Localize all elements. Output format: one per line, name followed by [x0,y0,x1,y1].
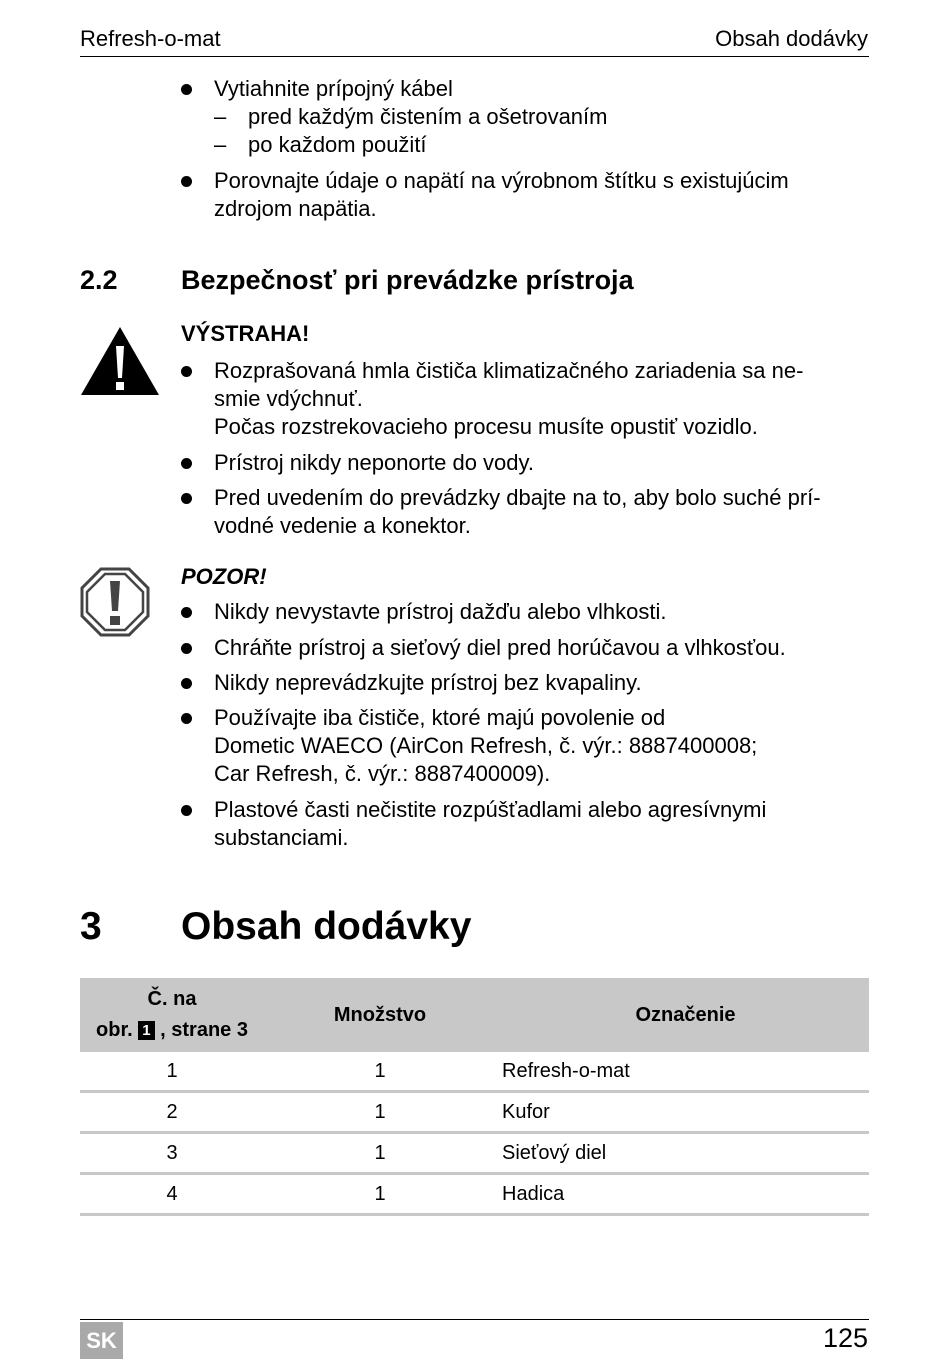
bullet-text: substanciami. [214,825,349,850]
running-header-right: Obsah dodávky [715,26,868,51]
table-cell: 1 [264,1052,496,1092]
bullet-text: Porovnajte údaje o napätí na výrobnom štítku s existujúcim [214,168,789,193]
dash-item: – po každom použití [214,131,861,159]
running-header-left: Refresh-o-mat [80,26,221,51]
bullet-dot [181,176,192,187]
caution-heading: POZOR! [181,564,267,589]
bullet-item [181,484,861,540]
table-cell: 4 [80,1174,264,1215]
bullet-dot [181,84,192,95]
table-row [80,1092,869,1133]
bullet-text: Plastové časti nečistite rozpúšťadlami alebo agresívnymi [214,797,767,822]
bullet-text: smie vdýchnuť. [214,386,363,411]
footer-rule [80,1319,869,1320]
bullet-dot [181,607,192,618]
bullet-item [181,75,861,159]
dash-item: – pred každým čistením a ošetrovaním [214,103,861,131]
bullet-text: Dometic WAECO (AirCon Refresh, č. výr.: 8887400008; [214,733,758,758]
bullet-item [181,796,861,852]
column-header-quantity: Množstvo [264,978,496,1052]
header-text: , strane 3 [160,1019,248,1041]
figure-reference-badge: 1 [138,1021,154,1040]
warning-triangle-icon [80,326,160,396]
bullet-text: Rozprašovaná hmla čističa klimatizačného zariadenia sa ne- [214,358,804,383]
caution-octagon-icon [80,567,150,637]
section-title: Bezpečnosť pri prevádzke prístroja [181,265,634,295]
bullet-text: Nikdy nevystavte prístroj dažďu alebo vlhkosti. [214,599,667,624]
chapter-title: Obsah dodávky [181,905,472,948]
table-cell: Kufor [496,1092,869,1133]
bullet-dot [181,643,192,654]
bullet-text: Vytiahnite prípojný kábel [214,76,453,101]
table-row [80,1133,869,1174]
bullet-dot [181,458,192,469]
table-cell: Hadica [496,1174,869,1215]
table-header-row [80,978,869,1052]
bullet-item [181,167,861,223]
table-cell: 1 [264,1174,496,1215]
bullet-text: vodné vedenie a konektor. [214,513,471,538]
table-cell: 1 [80,1052,264,1092]
warning-heading: VÝSTRAHA! [181,321,310,346]
table-cell: Refresh-o-mat [496,1052,869,1092]
bullet-dot [181,493,192,504]
bullet-dot [181,366,192,377]
column-header-designation: Označenie [496,978,869,1052]
bullet-text: Počas rozstrekovacieho procesu musíte opustiť vozidlo. [214,414,758,439]
header-rule [80,56,869,57]
bullet-text: Nikdy neprevádzkujte prístroj bez kvapaliny. [214,670,642,695]
page-number: 125 [822,1323,868,1353]
bullet-item [181,634,861,662]
table-cell: 3 [80,1133,264,1174]
bullet-text: Prístroj nikdy neponorte do vody. [214,450,534,475]
bullet-text: zdrojom napätia. [214,196,377,221]
table-row [80,1174,869,1215]
table-cell: Sieťový diel [496,1133,869,1174]
header-text: Č. na [147,988,197,1010]
bullet-dot [181,805,192,816]
table-cell: 1 [264,1092,496,1133]
table-cell: 2 [80,1092,264,1133]
language-badge: SK [80,1322,123,1359]
column-header-item-no [80,978,264,1052]
header-text: obr. [96,1019,133,1041]
bullet-text: Pred uvedením do prevádzky dbajte na to, aby bolo suché prí- [214,485,821,510]
table-cell: 1 [264,1133,496,1174]
bullet-item [181,357,861,441]
bullet-item [181,704,861,788]
bullet-item [181,449,861,477]
section-number: 2.2 [80,265,118,295]
bullet-item [181,669,861,697]
bullet-item [181,598,861,626]
bullet-dot [181,713,192,724]
chapter-number: 3 [80,905,102,948]
delivery-contents-table [80,978,869,1216]
table-row [80,1052,869,1092]
bullet-text: Používajte iba čističe, ktoré majú povolenie od [214,705,666,730]
bullet-text: Chráňte prístroj a sieťový diel pred horúčavou a vlhkosťou. [214,635,786,660]
bullet-dot [181,678,192,689]
bullet-text: Car Refresh, č. výr.: 8887400009). [214,761,551,786]
